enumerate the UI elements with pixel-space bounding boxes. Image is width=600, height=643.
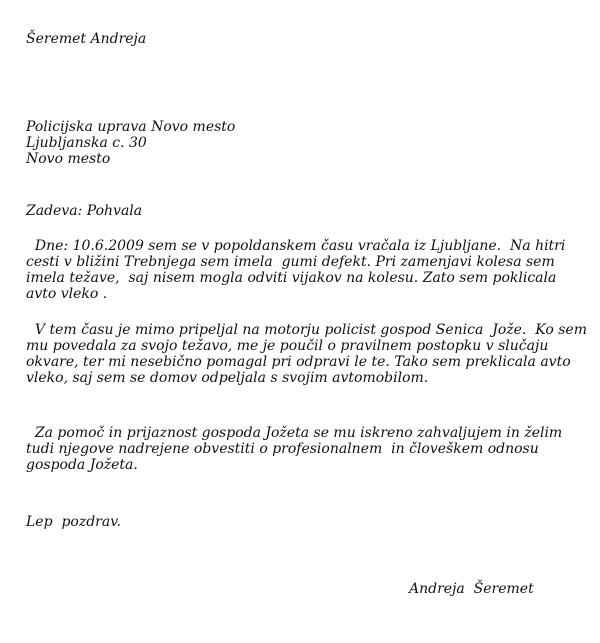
- paragraph-2-line: mu povedala za svojo težavo, me je poučil o pravilnem postopku v slučaju: [26, 338, 549, 354]
- paragraph-2: [26, 322, 586, 386]
- paragraph-1: [26, 238, 586, 302]
- paragraph-1-line: imela težave, saj nisem mogla odviti vijakov na kolesu. Zato sem poklicala: [26, 270, 557, 286]
- signature-text: Andreja Šeremet: [409, 581, 534, 597]
- sender-name-text: Šeremet Andreja: [26, 31, 147, 47]
- paragraph-1-line: avto vleko .: [26, 286, 108, 302]
- paragraph-3: [26, 425, 586, 473]
- recipient-line-2: Ljubljanska c. 30: [26, 135, 147, 151]
- recipient-line-1: Policijska uprava Novo mesto: [26, 119, 236, 135]
- paragraph-2-line: vleko, saj sem se domov odpeljala s svojim avtomobilom.: [26, 370, 429, 386]
- paragraph-3-line: Za pomoč in prijaznost gospoda Jožeta se mu iskreno zahvaljujem in želim: [26, 425, 563, 441]
- paragraph-2-line: okvare, ter mi nesebično pomagal pri odpravi le te. Tako sem preklicala avto: [26, 354, 571, 370]
- greeting-text: Lep pozdrav.: [26, 514, 121, 530]
- paragraph-2-line: V tem času je mimo pripeljal na motorju policist gospod Senica Jože. Ko sem: [26, 322, 587, 338]
- subject-text: Zadeva: Pohvala: [26, 203, 143, 219]
- closing-greeting: [26, 514, 586, 530]
- paragraph-3-line: tudi njegove nadrejene obvestiti o profesionalnem in človeškem odnosu: [26, 441, 539, 457]
- paragraph-1-line: cesti v bližini Trebnjega sem imela gumi defekt. Pri zamenjavi kolesa sem: [26, 254, 555, 270]
- recipient-address: [26, 119, 586, 167]
- subject-line: [26, 203, 586, 219]
- signature: [409, 581, 534, 597]
- sender-name: [26, 31, 586, 47]
- recipient-line-3: Novo mesto: [26, 151, 111, 167]
- paragraph-3-line: gospoda Jožeta.: [26, 457, 138, 473]
- paragraph-1-line: Dne: 10.6.2009 sem se v popoldanskem času vračala iz Ljubljane. Na hitri: [26, 238, 566, 254]
